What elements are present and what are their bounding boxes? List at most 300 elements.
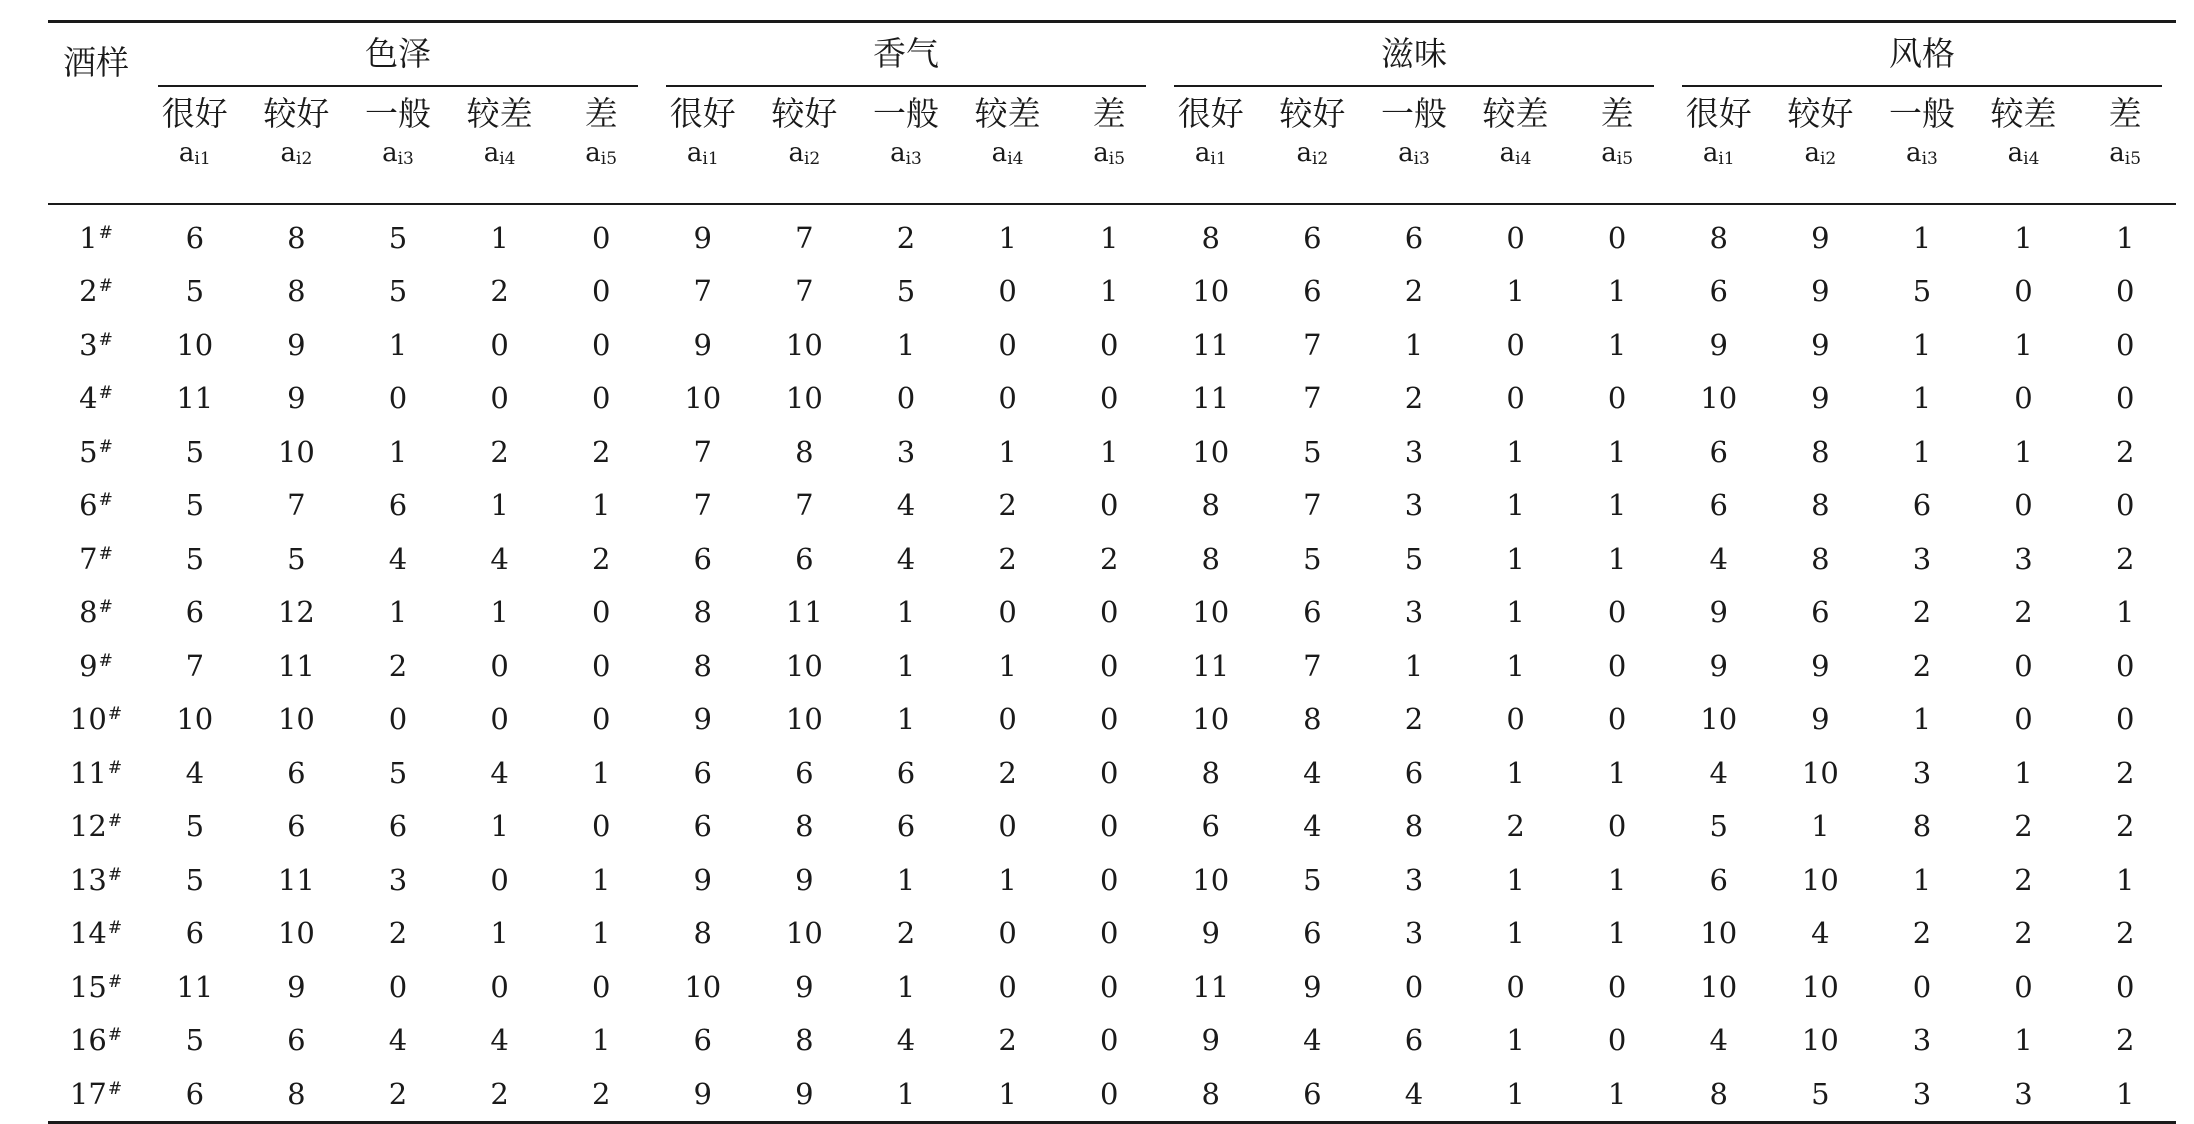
level-label: 差 <box>2108 94 2142 133</box>
table-row <box>48 639 2176 693</box>
count-cell: 0 <box>1099 381 1119 416</box>
count-cell: 1 <box>1506 862 1525 897</box>
level-header <box>957 87 1059 204</box>
level-symbol-base: a <box>1702 138 1719 168</box>
count-cell: 1 <box>998 1076 1017 1111</box>
sample-id-cell <box>48 746 144 800</box>
count-cell: 0 <box>1912 969 1932 1004</box>
count-cell: 6 <box>185 595 205 630</box>
level-label: 一般 <box>872 94 939 133</box>
count-cell: 2 <box>998 1023 1017 1058</box>
count-cell: 0 <box>2115 969 2135 1004</box>
count-cell: 10 <box>785 702 823 737</box>
sample-mark: # <box>98 436 113 457</box>
count-cell: 11 <box>785 595 823 630</box>
group-header <box>652 22 1160 88</box>
count-cell: 3 <box>2014 1076 2033 1111</box>
count-cell: 2 <box>591 541 611 576</box>
count-cell: 5 <box>185 862 205 897</box>
sample-id-cell <box>48 853 144 907</box>
sample-id-cell <box>48 372 144 426</box>
count-cell: 6 <box>693 755 712 790</box>
count-cell: 8 <box>287 220 306 255</box>
count-cell: 1 <box>2115 220 2135 255</box>
sample-id-cell <box>48 586 144 640</box>
count-cell: 8 <box>287 274 306 309</box>
level-header <box>2074 87 2176 204</box>
count-cell: 2 <box>388 648 408 683</box>
count-cell: 1 <box>1912 434 1932 469</box>
level-symbol-subscript: i4 <box>1515 149 1532 169</box>
level-symbol-base: a <box>788 138 804 168</box>
count-cell: 2 <box>2014 862 2033 897</box>
count-cell: 10 <box>1192 702 1230 737</box>
count-cell: 0 <box>1099 488 1119 523</box>
count-cell: 0 <box>490 969 509 1004</box>
count-cell: 1 <box>591 862 611 897</box>
count-cell: 0 <box>1099 327 1119 362</box>
level-symbol-base: a <box>483 138 500 168</box>
sample-mark: # <box>98 490 113 511</box>
count-cell: 9 <box>1811 381 1830 416</box>
level-header <box>1973 87 2075 204</box>
count-cell: 0 <box>2115 327 2135 362</box>
count-cell: 2 <box>998 541 1017 576</box>
count-cell: 4 <box>388 541 408 576</box>
table-row <box>48 853 2176 907</box>
count-cell: 0 <box>1607 1023 1627 1058</box>
count-cell: 6 <box>287 1023 306 1058</box>
count-cell: 6 <box>795 541 814 576</box>
count-cell: 6 <box>1303 220 1322 255</box>
level-symbol-base: a <box>2109 138 2125 168</box>
count-cell: 6 <box>1404 1023 1424 1058</box>
level-label: 较差 <box>1990 94 2057 133</box>
count-cell: 6 <box>693 1023 712 1058</box>
count-cell: 7 <box>795 220 814 255</box>
count-cell: 8 <box>1811 488 1830 523</box>
count-cell: 7 <box>693 274 712 309</box>
count-cell: 10 <box>1192 595 1230 630</box>
sample-id: 2 <box>79 274 98 309</box>
sample-id-cell <box>48 265 144 319</box>
table-row <box>48 204 2176 265</box>
count-cell: 0 <box>388 381 408 416</box>
level-label: 较差 <box>466 94 533 133</box>
count-cell: 3 <box>1404 434 1424 469</box>
sample-id: 1 <box>79 220 98 255</box>
level-header <box>1770 87 1872 204</box>
count-cell: 0 <box>2014 381 2033 416</box>
count-cell: 6 <box>185 916 205 951</box>
count-cell: 9 <box>1811 274 1830 309</box>
level-symbol-subscript: i1 <box>1210 149 1227 169</box>
level-symbol <box>652 135 754 177</box>
count-cell: 1 <box>1607 541 1627 576</box>
count-cell: 1 <box>1506 648 1525 683</box>
count-cell: 4 <box>1811 916 1830 951</box>
count-cell: 10 <box>1192 274 1230 309</box>
count-cell: 2 <box>1099 541 1119 576</box>
count-cell: 9 <box>693 862 712 897</box>
count-cell: 6 <box>1303 916 1322 951</box>
count-cell: 0 <box>998 595 1017 630</box>
level-symbol-base: a <box>1601 138 1617 168</box>
count-cell: 7 <box>795 274 814 309</box>
count-cell: 6 <box>287 809 306 844</box>
level-header <box>246 87 348 204</box>
count-cell: 5 <box>185 541 205 576</box>
group-header-label: 色泽 <box>158 23 638 87</box>
count-cell: 0 <box>1099 809 1119 844</box>
count-cell: 1 <box>896 327 916 362</box>
count-cell: 1 <box>1912 327 1932 362</box>
count-cell: 1 <box>998 648 1017 683</box>
count-cell: 6 <box>896 755 916 790</box>
wine-evaluation-table <box>48 20 2176 1124</box>
level-symbol-subscript: i3 <box>905 149 922 169</box>
level-symbol-base: a <box>890 138 906 168</box>
sample-id: 16 <box>69 1023 107 1058</box>
level-symbol <box>1058 135 1160 177</box>
sample-mark: # <box>98 329 113 350</box>
level-header <box>1871 87 1973 204</box>
sample-mark: # <box>107 864 123 885</box>
level-header <box>1363 87 1465 204</box>
level-symbol <box>1871 135 1973 177</box>
count-cell: 2 <box>2115 755 2135 790</box>
count-cell: 2 <box>2014 916 2033 951</box>
count-cell: 1 <box>1811 809 1830 844</box>
table-row <box>48 318 2176 372</box>
level-header <box>1262 87 1364 204</box>
table-row <box>48 693 2176 747</box>
count-cell: 5 <box>185 488 205 523</box>
count-cell: 9 <box>1201 916 1220 951</box>
sample-id: 5 <box>79 434 98 469</box>
count-cell: 5 <box>1811 1076 1830 1111</box>
count-cell: 6 <box>693 809 712 844</box>
count-cell: 0 <box>2115 702 2135 737</box>
count-cell: 8 <box>1303 702 1322 737</box>
level-label: 差 <box>584 94 618 133</box>
count-cell: 6 <box>1709 434 1728 469</box>
level-symbol <box>754 135 856 177</box>
count-cell: 10 <box>277 702 315 737</box>
count-cell: 3 <box>1404 595 1424 630</box>
table-row <box>48 265 2176 319</box>
count-cell: 4 <box>388 1023 408 1058</box>
count-cell: 1 <box>998 434 1017 469</box>
count-cell: 1 <box>1506 1023 1525 1058</box>
count-cell: 9 <box>287 327 306 362</box>
level-label: 较差 <box>1482 94 1549 133</box>
count-cell: 2 <box>2014 809 2033 844</box>
level-header <box>144 87 246 204</box>
level-symbol-base: a <box>1296 138 1312 168</box>
count-cell: 0 <box>591 220 611 255</box>
level-symbol-subscript: i3 <box>1413 149 1430 169</box>
count-cell: 5 <box>388 220 408 255</box>
sample-id: 8 <box>79 595 98 630</box>
count-cell: 0 <box>2115 488 2135 523</box>
sample-mark: # <box>107 1078 123 1099</box>
level-symbol-subscript: i1 <box>194 149 211 169</box>
level-symbol-base: a <box>1398 138 1414 168</box>
count-cell: 9 <box>1709 595 1728 630</box>
table-row <box>48 1014 2176 1068</box>
count-cell: 0 <box>1099 862 1119 897</box>
count-cell: 8 <box>795 434 814 469</box>
level-symbol-base: a <box>178 138 195 168</box>
count-cell: 3 <box>1404 916 1424 951</box>
count-cell: 2 <box>1912 916 1932 951</box>
count-cell: 2 <box>2115 1023 2135 1058</box>
count-cell: 2 <box>1404 274 1424 309</box>
count-cell: 4 <box>896 1023 916 1058</box>
count-cell: 0 <box>388 969 408 1004</box>
level-header <box>347 87 449 204</box>
count-cell: 9 <box>693 220 712 255</box>
count-cell: 1 <box>1607 1076 1627 1111</box>
count-cell: 1 <box>1404 648 1424 683</box>
level-symbol-base: a <box>585 138 601 168</box>
count-cell: 3 <box>896 434 916 469</box>
count-cell: 2 <box>998 755 1017 790</box>
count-cell: 8 <box>1709 220 1728 255</box>
count-cell: 8 <box>1201 755 1220 790</box>
count-cell: 0 <box>1506 969 1525 1004</box>
level-symbol-subscript: i5 <box>2124 149 2142 169</box>
level-symbol-base: a <box>991 138 1008 168</box>
level-symbol <box>2074 135 2176 177</box>
sample-id: 3 <box>79 327 98 362</box>
count-cell: 10 <box>684 969 722 1004</box>
sample-id: 17 <box>69 1076 107 1111</box>
count-cell: 10 <box>1192 862 1230 897</box>
count-cell: 10 <box>1801 755 1839 790</box>
count-cell: 6 <box>388 488 408 523</box>
count-cell: 0 <box>1506 381 1525 416</box>
level-symbol-base: a <box>2007 138 2024 168</box>
count-cell: 2 <box>591 434 611 469</box>
count-cell: 9 <box>287 381 306 416</box>
count-cell: 5 <box>388 755 408 790</box>
count-cell: 0 <box>490 648 509 683</box>
count-cell: 2 <box>2115 916 2135 951</box>
level-label: 一般 <box>1380 94 1447 133</box>
count-cell: 1 <box>1912 702 1932 737</box>
count-cell: 2 <box>2115 434 2135 469</box>
count-cell: 1 <box>2115 1076 2135 1111</box>
count-cell: 6 <box>185 220 205 255</box>
count-cell: 1 <box>1099 220 1119 255</box>
count-cell: 5 <box>1912 274 1932 309</box>
count-cell: 10 <box>1700 969 1738 1004</box>
count-cell: 1 <box>896 595 916 630</box>
count-cell: 1 <box>896 862 916 897</box>
count-cell: 1 <box>896 702 916 737</box>
count-cell: 5 <box>185 274 205 309</box>
level-symbol <box>246 135 348 177</box>
sample-mark: # <box>107 971 123 992</box>
level-label: 一般 <box>364 94 431 133</box>
count-cell: 8 <box>1201 488 1220 523</box>
count-cell: 1 <box>1404 327 1424 362</box>
sample-mark: # <box>107 704 123 725</box>
sample-id-cell <box>48 532 144 586</box>
count-cell: 6 <box>1201 809 1220 844</box>
count-cell: 1 <box>490 595 509 630</box>
level-header <box>1058 87 1160 204</box>
level-symbol-base: a <box>1906 138 1922 168</box>
count-cell: 3 <box>388 862 408 897</box>
level-header <box>855 87 957 204</box>
count-cell: 10 <box>785 916 823 951</box>
count-cell: 1 <box>1607 274 1627 309</box>
count-cell: 0 <box>1099 1076 1119 1111</box>
count-cell: 5 <box>185 1023 205 1058</box>
level-header <box>1160 87 1262 204</box>
count-cell: 8 <box>1201 220 1220 255</box>
count-cell: 5 <box>1404 541 1424 576</box>
level-symbol-subscript: i1 <box>702 149 719 169</box>
count-cell: 0 <box>2014 969 2033 1004</box>
sample-id: 11 <box>69 755 107 790</box>
level-symbol-base: a <box>1194 138 1211 168</box>
count-cell: 1 <box>388 434 408 469</box>
level-symbol-subscript: i1 <box>1718 149 1735 169</box>
level-label: 很好 <box>1177 94 1244 133</box>
count-cell: 8 <box>1912 809 1932 844</box>
group-header <box>144 22 652 88</box>
level-symbol <box>1668 135 1770 177</box>
count-cell: 3 <box>1912 755 1932 790</box>
group-header <box>1668 22 2176 88</box>
count-cell: 6 <box>1912 488 1932 523</box>
count-cell: 1 <box>490 488 509 523</box>
level-label: 较好 <box>1787 94 1854 133</box>
count-cell: 7 <box>1303 381 1322 416</box>
count-cell: 0 <box>2115 381 2135 416</box>
count-cell: 10 <box>785 381 823 416</box>
count-cell: 11 <box>1192 969 1230 1004</box>
count-cell: 0 <box>2115 648 2135 683</box>
count-cell: 0 <box>1099 702 1119 737</box>
sample-id: 15 <box>69 969 107 1004</box>
count-cell: 2 <box>1506 809 1525 844</box>
count-cell: 10 <box>684 381 722 416</box>
level-symbol-base: a <box>686 138 703 168</box>
level-label: 很好 <box>161 94 228 133</box>
sample-id-cell <box>48 1067 144 1122</box>
count-cell: 1 <box>1912 862 1932 897</box>
count-cell: 0 <box>1607 220 1627 255</box>
table-page <box>48 20 2176 1124</box>
count-cell: 3 <box>1912 1023 1932 1058</box>
sample-mark: # <box>98 650 113 671</box>
count-cell: 9 <box>1709 648 1728 683</box>
count-cell: 1 <box>896 969 916 1004</box>
count-cell: 11 <box>1192 381 1230 416</box>
count-cell: 1 <box>1099 434 1119 469</box>
count-cell: 8 <box>1201 1076 1220 1111</box>
count-cell: 4 <box>896 488 916 523</box>
level-symbol <box>347 135 449 177</box>
count-cell: 7 <box>287 488 306 523</box>
table-row <box>48 746 2176 800</box>
group-header <box>1160 22 1668 88</box>
level-symbol <box>550 135 652 177</box>
count-cell: 6 <box>1404 220 1424 255</box>
level-symbol <box>1566 135 1668 177</box>
count-cell: 9 <box>693 702 712 737</box>
count-cell: 4 <box>185 755 205 790</box>
count-cell: 9 <box>287 969 306 1004</box>
count-cell: 6 <box>1811 595 1830 630</box>
sample-id-cell <box>48 960 144 1014</box>
count-cell: 0 <box>896 381 916 416</box>
count-cell: 10 <box>1192 434 1230 469</box>
group-header-label: 滋味 <box>1174 23 1654 87</box>
count-cell: 9 <box>1811 327 1830 362</box>
level-symbol-base: a <box>1804 138 1820 168</box>
count-cell: 1 <box>2014 1023 2033 1058</box>
count-cell: 6 <box>795 755 814 790</box>
count-cell: 1 <box>1607 916 1627 951</box>
count-cell: 0 <box>591 381 611 416</box>
count-cell: 4 <box>490 541 509 576</box>
table-row <box>48 907 2176 961</box>
level-label: 差 <box>1092 94 1126 133</box>
count-cell: 5 <box>185 809 205 844</box>
sample-mark: # <box>107 918 123 939</box>
level-header <box>1668 87 1770 204</box>
count-cell: 10 <box>1700 702 1738 737</box>
count-cell: 5 <box>287 541 306 576</box>
count-cell: 0 <box>2115 274 2135 309</box>
count-cell: 5 <box>185 434 205 469</box>
count-cell: 0 <box>998 702 1017 737</box>
sample-id-cell <box>48 693 144 747</box>
sample-mark: # <box>98 383 113 404</box>
count-cell: 1 <box>591 755 611 790</box>
level-symbol-subscript: i4 <box>2023 149 2040 169</box>
count-cell: 11 <box>176 381 214 416</box>
count-cell: 1 <box>896 1076 916 1111</box>
count-cell: 5 <box>1303 434 1322 469</box>
count-cell: 1 <box>1607 327 1627 362</box>
level-header <box>754 87 856 204</box>
sample-id-cell <box>48 204 144 265</box>
count-cell: 0 <box>591 969 611 1004</box>
count-cell: 10 <box>1801 969 1839 1004</box>
count-cell: 0 <box>1506 702 1525 737</box>
count-cell: 0 <box>1099 916 1119 951</box>
level-symbol <box>1770 135 1872 177</box>
count-cell: 10 <box>176 327 214 362</box>
count-cell: 8 <box>795 809 814 844</box>
count-cell: 4 <box>896 541 916 576</box>
count-cell: 7 <box>693 434 712 469</box>
count-cell: 10 <box>785 327 823 362</box>
count-cell: 9 <box>1201 1023 1220 1058</box>
level-symbol <box>1973 135 2075 177</box>
count-cell: 0 <box>1099 969 1119 1004</box>
sample-id: 12 <box>69 809 107 844</box>
count-cell: 2 <box>2115 809 2135 844</box>
count-cell: 1 <box>1506 274 1525 309</box>
